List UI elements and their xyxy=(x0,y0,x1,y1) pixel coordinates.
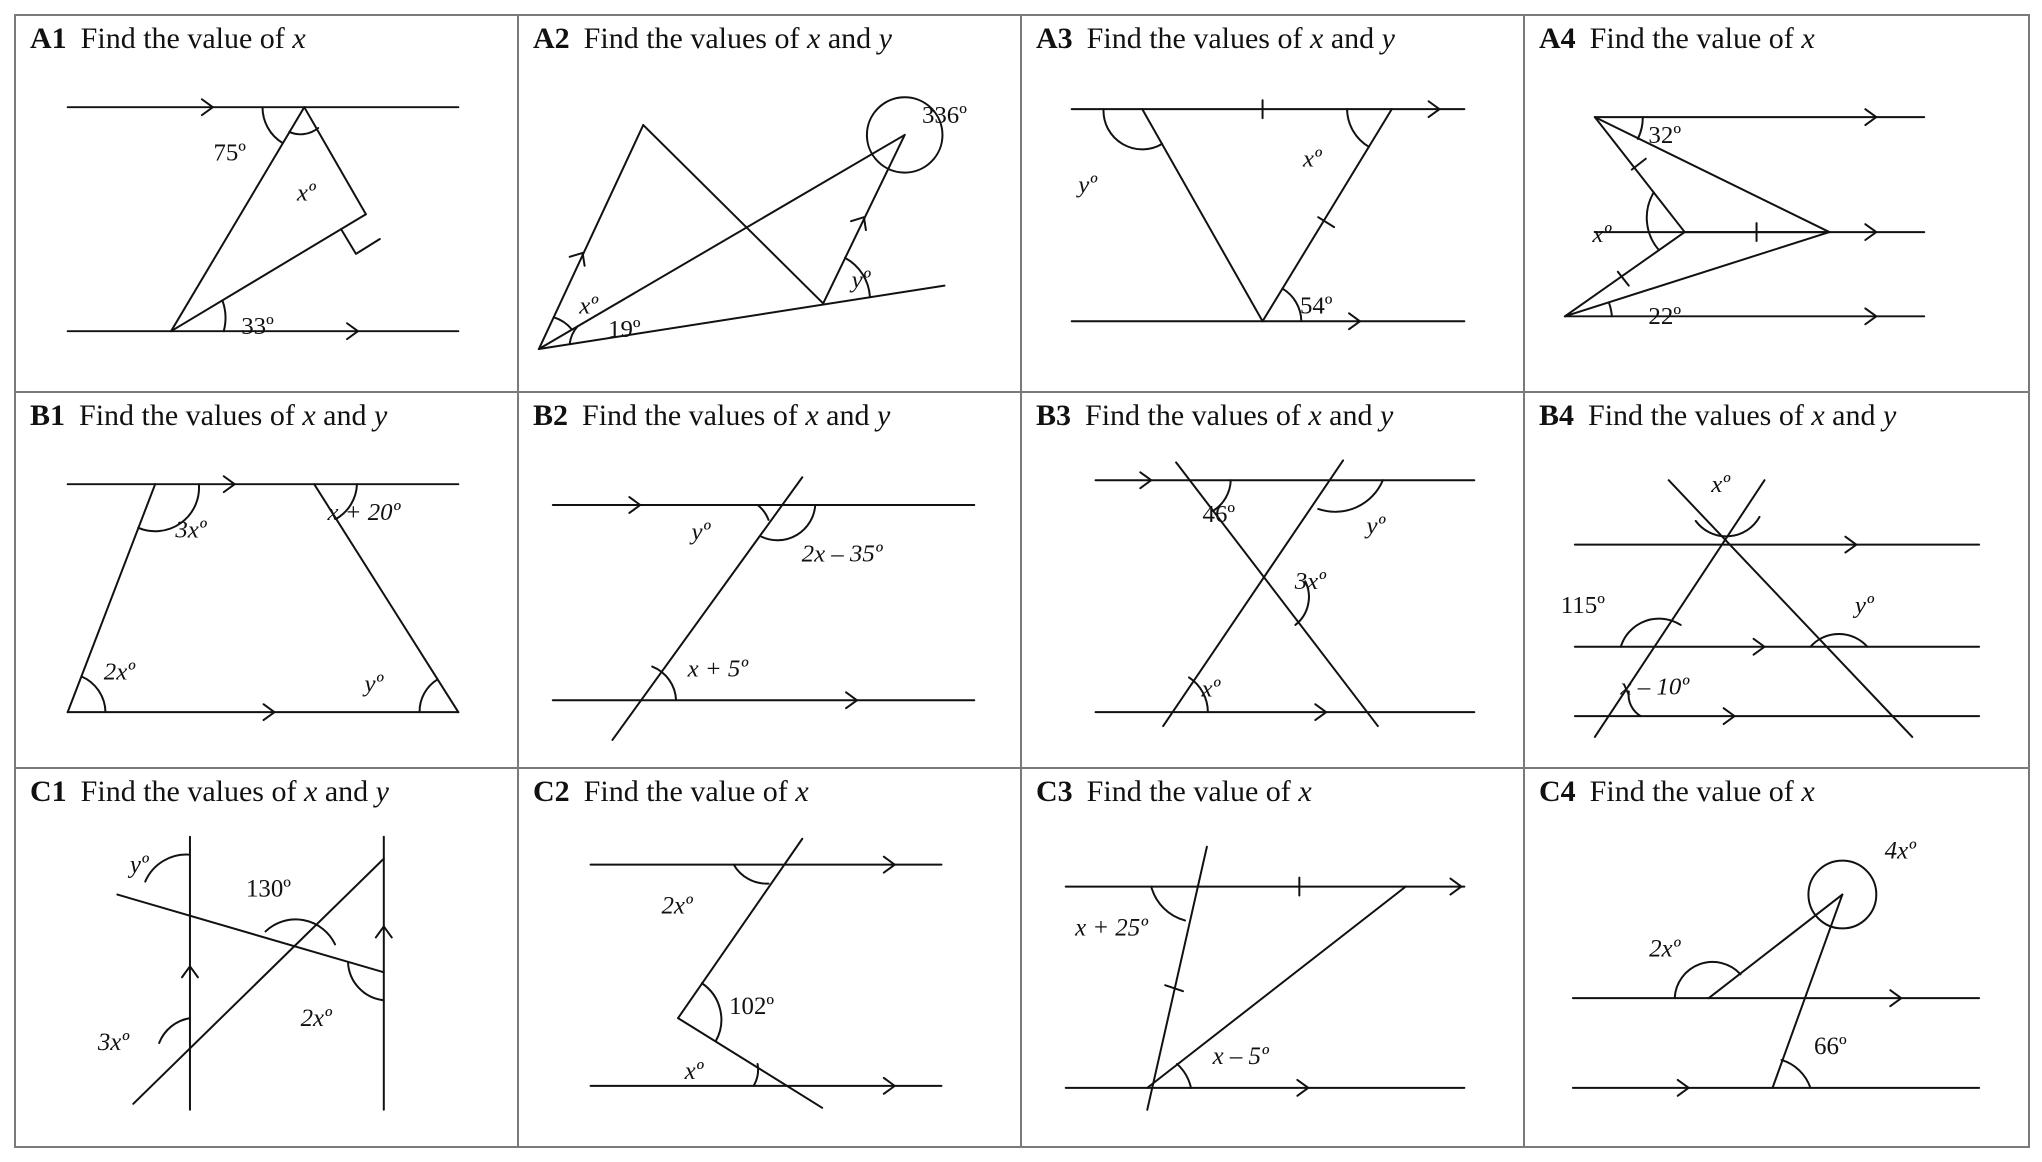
prompt-variable: y xyxy=(1381,22,1395,55)
problem-heading xyxy=(533,775,809,809)
angle-arc xyxy=(82,676,106,712)
angle-arc xyxy=(1282,289,1301,322)
parallel-arrow xyxy=(851,217,866,230)
geometry-diagram xyxy=(16,393,517,768)
problem-c3 xyxy=(1022,769,1525,1146)
angle-arc xyxy=(1318,480,1383,512)
angle-label: xº xyxy=(1302,145,1322,173)
prompt-text: Find the value of xyxy=(1589,22,1802,55)
angle-label: 102º xyxy=(729,993,775,1021)
prompt-text: and xyxy=(1323,22,1382,55)
prompt-variable: x xyxy=(1801,22,1815,55)
problem-b4 xyxy=(1525,393,2028,770)
prompt-text: Find the value of xyxy=(583,775,796,809)
prompt-text: and xyxy=(820,22,879,55)
angle-arc xyxy=(1647,192,1659,249)
prompt-text: and xyxy=(315,398,374,432)
problem-c1 xyxy=(16,769,519,1146)
prompt-variable: y xyxy=(1379,398,1394,432)
angle-label: 3xº xyxy=(97,1029,129,1057)
geometry-diagram xyxy=(16,16,517,391)
prompt-variable: y xyxy=(876,398,891,432)
problem-code: A4 xyxy=(1539,22,1576,55)
worksheet-grid xyxy=(14,14,2030,1148)
prompt-text: Find the value of xyxy=(80,22,293,55)
geometry-diagram xyxy=(1022,769,1523,1146)
angle-label: 46º xyxy=(1202,500,1236,528)
geometry-diagram xyxy=(1022,16,1523,391)
problem-a3 xyxy=(1022,16,1525,393)
line-segment xyxy=(1263,109,1392,321)
angle-label: yº xyxy=(1078,171,1097,199)
problem-heading xyxy=(1036,399,1393,433)
prompt-text: and xyxy=(317,775,376,809)
angle-label: 2xº xyxy=(300,1005,332,1033)
angle-label: 66º xyxy=(1814,1033,1847,1061)
line-segment xyxy=(1669,480,1913,737)
problem-code: B3 xyxy=(1036,398,1072,432)
prompt-variable: y xyxy=(1882,398,1897,432)
angle-arc xyxy=(734,865,769,884)
angle-label: 75º xyxy=(213,139,246,167)
problem-heading xyxy=(533,22,892,56)
angle-label: 2xº xyxy=(1649,935,1681,963)
line-segment xyxy=(117,895,383,973)
angle-label: 336º xyxy=(921,102,967,130)
problem-c4 xyxy=(1525,769,2028,1146)
problem-a1 xyxy=(16,16,519,393)
prompt-text: Find the value of xyxy=(1086,775,1299,809)
angle-label: xº xyxy=(1592,221,1612,248)
problem-heading xyxy=(30,775,389,809)
angle-label: yº xyxy=(691,518,711,546)
line-segment xyxy=(1147,887,1405,1088)
angle-label: 3xº xyxy=(1294,567,1326,595)
angle-label: yº xyxy=(851,266,871,294)
angle-arc xyxy=(758,505,769,520)
prompt-variable: y xyxy=(375,775,389,809)
problem-heading xyxy=(1539,22,1815,56)
angle-label: 2x – 35º xyxy=(801,540,883,568)
geometry-diagram xyxy=(519,16,1020,391)
angle-arc xyxy=(652,666,676,700)
problem-code: C1 xyxy=(30,775,67,809)
geometry-diagram xyxy=(519,769,1020,1146)
prompt-variable: x xyxy=(806,22,821,55)
geometry-diagram xyxy=(519,393,1020,768)
geometry-diagram xyxy=(16,769,517,1146)
prompt-text: and xyxy=(818,398,877,432)
angle-label: 115º xyxy=(1560,591,1605,619)
problem-heading xyxy=(30,22,306,56)
line-segment xyxy=(1709,895,1843,999)
geometry-diagram xyxy=(1525,769,2028,1146)
angle-label: x + 25º xyxy=(1075,914,1148,942)
problem-heading xyxy=(1539,775,1815,809)
angle-arc xyxy=(554,317,572,329)
angle-label: x + 5º xyxy=(687,655,748,683)
angle-arc xyxy=(1810,634,1867,647)
prompt-variable: x xyxy=(1308,398,1322,432)
angle-label: 2xº xyxy=(103,658,135,686)
line-segment xyxy=(539,286,945,349)
problem-heading xyxy=(1036,775,1312,809)
angle-arc xyxy=(1609,302,1612,316)
parallel-arrow xyxy=(570,253,585,266)
problem-b3 xyxy=(1022,393,1525,770)
geometry-diagram xyxy=(1525,393,2028,768)
problem-code: A1 xyxy=(30,22,67,55)
angle-arc xyxy=(702,984,721,1042)
angle-arc xyxy=(1621,618,1681,646)
angle-arc xyxy=(159,1018,190,1043)
prompt-variable: y xyxy=(878,22,892,55)
problem-code: B2 xyxy=(533,398,569,432)
line-segment xyxy=(1595,117,1830,232)
problem-c2 xyxy=(519,769,1022,1146)
problem-a2 xyxy=(519,16,1022,393)
prompt-text: and xyxy=(1824,398,1883,432)
problem-code: C4 xyxy=(1539,775,1576,809)
angle-label: 32º xyxy=(1648,121,1682,149)
prompt-text: and xyxy=(1321,398,1380,432)
prompt-text: Find the values of xyxy=(1086,22,1310,55)
angle-label: xº xyxy=(296,179,316,207)
prompt-text: Find the values of xyxy=(1085,398,1309,432)
prompt-text: Find the values of xyxy=(582,398,806,432)
angle-arc xyxy=(1177,1064,1191,1088)
prompt-variable: y xyxy=(373,398,388,432)
prompt-text: Find the values of xyxy=(583,22,807,55)
problem-code: C3 xyxy=(1036,775,1073,809)
problem-code: C2 xyxy=(533,775,570,809)
angle-label: xº xyxy=(579,292,598,320)
prompt-variable: x xyxy=(1298,775,1312,809)
angle-label: x – 10º xyxy=(1620,673,1690,700)
line-segment xyxy=(1142,109,1262,321)
angle-label: 19º xyxy=(608,316,641,344)
angle-label: 4xº xyxy=(1884,838,1916,866)
angle-arc xyxy=(1347,109,1369,147)
prompt-variable: x xyxy=(292,22,306,55)
prompt-variable: x xyxy=(303,775,318,809)
angle-label: 54º xyxy=(1299,292,1333,320)
prompt-variable: x xyxy=(805,398,819,432)
prompt-text: Find the value of xyxy=(1589,775,1802,809)
angle-label: yº xyxy=(1854,591,1874,619)
angle-label: yº xyxy=(364,670,384,697)
angle-label: yº xyxy=(1366,512,1386,540)
angle-arc xyxy=(223,301,226,331)
problem-code: B1 xyxy=(30,398,66,432)
problem-code: A2 xyxy=(533,22,570,55)
problem-b2 xyxy=(519,393,1022,770)
angle-arc xyxy=(1638,117,1643,139)
angle-arc xyxy=(1781,1060,1810,1088)
prompt-text: Find the values of xyxy=(1588,398,1812,432)
angle-label: xº xyxy=(1711,470,1731,498)
prompt-text: Find the values of xyxy=(79,398,303,432)
problem-heading xyxy=(1539,399,1896,433)
angle-label: x + 20º xyxy=(327,498,401,526)
angle-arc xyxy=(289,128,318,134)
problem-code: B4 xyxy=(1539,398,1575,432)
angle-label: xº xyxy=(1201,674,1221,702)
angle-label: x – 5º xyxy=(1212,1043,1269,1071)
angle-arc xyxy=(145,855,190,882)
angle-arc xyxy=(420,679,438,712)
problem-heading xyxy=(533,399,890,433)
problem-heading xyxy=(1036,22,1395,56)
problem-a4 xyxy=(1525,16,2028,393)
prompt-variable: x xyxy=(795,775,809,809)
prompt-variable: x xyxy=(1801,775,1815,809)
geometry-diagram xyxy=(1525,16,2028,391)
geometry-diagram xyxy=(1022,393,1523,768)
right-angle-mark xyxy=(341,229,380,254)
equal-length-tick xyxy=(1632,159,1646,170)
prompt-variable: x xyxy=(1811,398,1825,432)
angle-label: 3xº xyxy=(175,516,207,544)
angle-label: 33º xyxy=(241,313,274,341)
prompt-variable: x xyxy=(302,398,316,432)
angle-label: 22º xyxy=(1648,303,1682,331)
line-segment xyxy=(643,125,823,303)
angle-label: 2xº xyxy=(661,892,693,920)
prompt-text: Find the values of xyxy=(80,775,304,809)
angle-label: 130º xyxy=(245,875,291,903)
angle-arc xyxy=(263,107,283,143)
prompt-variable: x xyxy=(1309,22,1324,55)
problem-heading xyxy=(30,399,387,433)
angle-label: yº xyxy=(129,851,149,879)
angle-label: xº xyxy=(684,1058,704,1086)
angle-arc xyxy=(1151,887,1185,921)
problem-b1 xyxy=(16,393,519,770)
problem-code: A3 xyxy=(1036,22,1073,55)
